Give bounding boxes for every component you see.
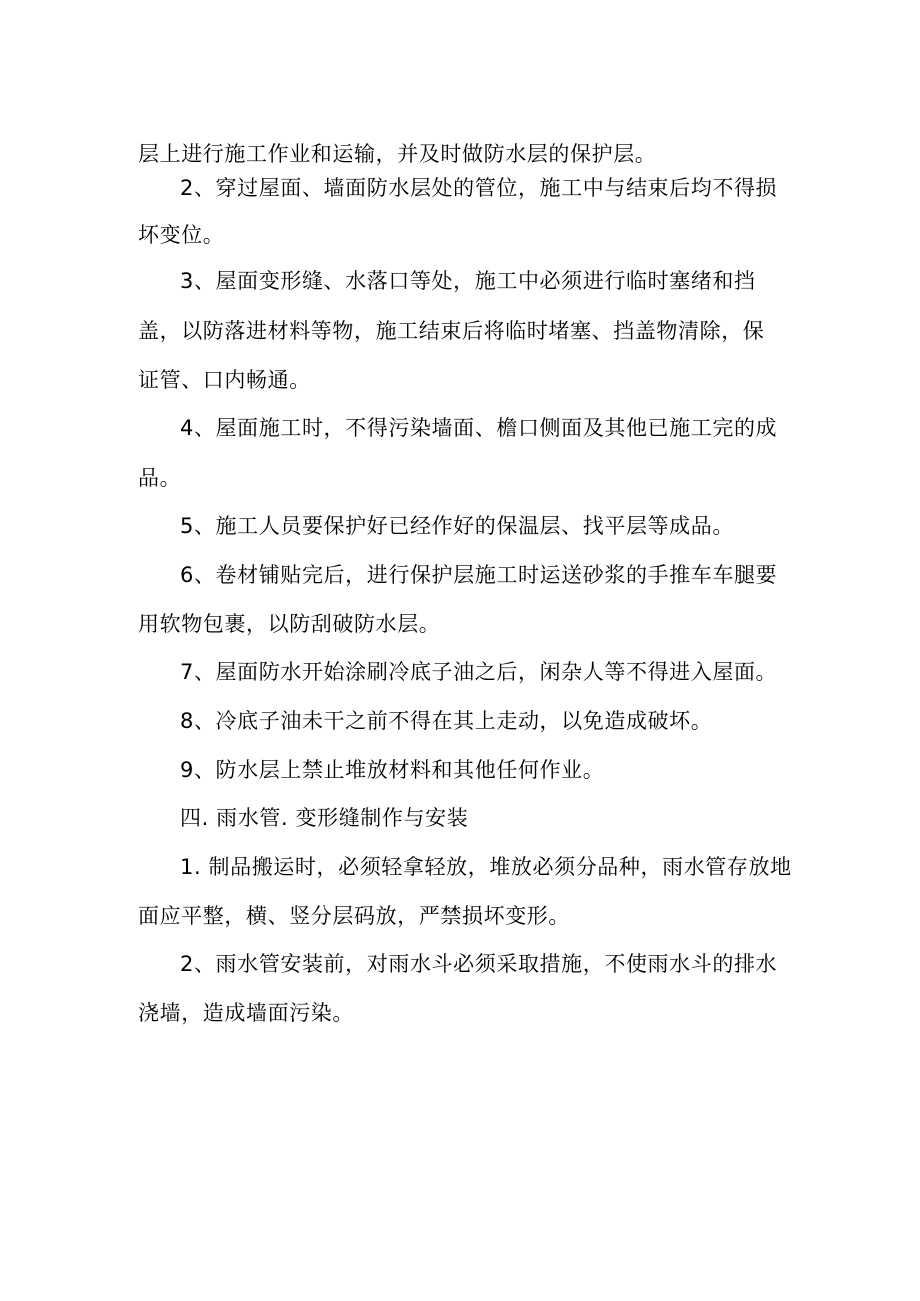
text-line-3: 坏变位。 — [138, 223, 225, 247]
text-line-13: 8、冷底子油未干之前不得在其上走动，以免造成破坏。 — [180, 709, 713, 733]
text-line-7: 4、屋面施工时，不得污染墙面、檐口侧面及其他已施工完的成 — [180, 416, 778, 440]
text-line-8: 品。 — [138, 466, 182, 490]
text-line-9: 5、施工人员要保护好已经作好的保温层、找平层等成品。 — [180, 514, 734, 538]
text-line-1: 层上进行施工作业和运输，并及时做防水层的保护层。 — [138, 142, 657, 166]
text-line-6: 证管、口内畅通。 — [138, 368, 311, 392]
text-line-12: 7、屋面防水开始涂刷冷底子油之后，闲杂人等不得进入屋面。 — [180, 660, 778, 684]
text-line-17: 面应平整，横、竖分层码放，严禁损坏变形。 — [138, 904, 570, 928]
text-line-18: 2、雨水管安装前，对雨水斗必须采取措施，不使雨水斗的排水 — [180, 952, 778, 976]
text-line-16: 1. 制品搬运时，必须轻拿轻放，堆放必须分品种，雨水管存放地 — [180, 855, 792, 879]
section-heading: 四. 雨水管. 变形缝制作与安装 — [180, 806, 469, 830]
text-line-10: 6、卷材铺贴完后，进行保护层施工时运送砂浆的手推车车腿要 — [180, 563, 778, 587]
text-line-19: 浇墙，造成墙面污染。 — [138, 1001, 354, 1025]
text-line-2: 2、穿过屋面、墙面防水层处的管位，施工中与结束后均不得损 — [180, 176, 778, 200]
text-line-11: 用软物包裹，以防刮破防水层。 — [138, 612, 441, 636]
text-line-5: 盖，以防落进材料等物，施工结束后将临时堵塞、挡盖物清除，保 — [138, 319, 765, 343]
text-line-4: 3、屋面变形缝、水落口等处，施工中必须进行临时塞绪和挡 — [180, 269, 756, 293]
text-line-14: 9、防水层上禁止堆放材料和其他任何作业。 — [180, 758, 605, 782]
